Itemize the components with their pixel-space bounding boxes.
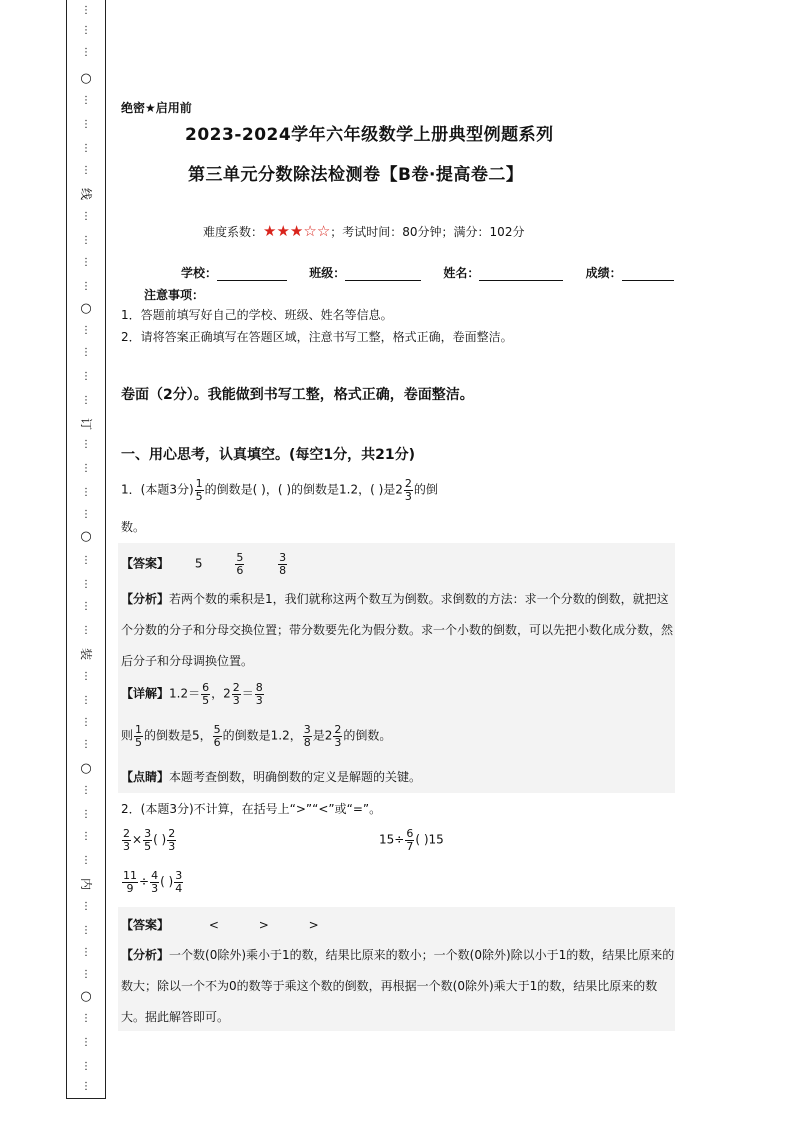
binding-dots: ⋮ <box>81 855 91 866</box>
binding-dots: ⋮ <box>81 671 91 682</box>
star-empty-icon: ☆ <box>316 222 331 240</box>
class-field[interactable] <box>345 268 421 281</box>
binding-label-nei: 内 <box>79 877 93 890</box>
answer-label: 【答案】 <box>121 556 170 571</box>
binding-circle: ○ <box>80 71 92 86</box>
note-item: 2．请将答案正确填写在答题区域，注意书写工整，格式正确，卷面整洁。 <box>121 330 513 344</box>
binding-label-zhuang: 装 <box>79 647 93 660</box>
secret-label: 绝密★启用前 <box>121 101 192 115</box>
binding-dots: ⋮ <box>81 969 91 980</box>
binding-dots: ⋮ <box>81 371 91 382</box>
binding-dots: ⋮ <box>81 555 91 566</box>
binding-dots: ⋮ <box>81 119 91 130</box>
question-2-expr-2: 15÷ $\frac{6}{7}$ ( )15 <box>379 827 444 853</box>
binding-dots: ⋮ <box>81 1081 91 1092</box>
star-empty-icon: ☆ <box>303 222 317 240</box>
answer-value: > <box>258 918 269 932</box>
binding-dots: ⋮ <box>81 165 91 176</box>
class-label: 班级： <box>309 266 346 280</box>
question-1-prefix: 1．(本题3分) <box>121 482 194 497</box>
answer-blank[interactable]: ( )15 <box>415 832 444 847</box>
school-label: 学校： <box>181 266 218 280</box>
binding-dots: ⋮ <box>81 395 91 406</box>
question-2-expr-3: $\frac{11}{9}$ ÷ $\frac{4}{3}$ ( ) $\frac{3}{4}$ <box>123 869 183 895</box>
star-filled-icon: ★ <box>289 222 304 240</box>
question-2-expr-1: $\frac{2}{3}$ × $\frac{3}{5}$ ( ) $\frac{2}{3}$ <box>123 827 176 853</box>
binding-dots: ⋮ <box>81 509 91 520</box>
binding-dots: ⋮ <box>81 1013 91 1024</box>
binding-dots: ⋮ <box>81 347 91 358</box>
answer-value: $\frac{5}{6}$ <box>236 551 244 577</box>
binding-dots: ⋮ <box>81 47 91 58</box>
binding-dots: ⋮ <box>81 235 91 246</box>
binding-circle: ○ <box>80 761 92 776</box>
question-1-text-end: 的倒 <box>413 482 438 497</box>
score-label: 成绩： <box>585 266 622 280</box>
section-1-title: 一、用心思考，认真填空。(每空1分，共21分) <box>121 447 416 463</box>
question-1-line-2: 数。 <box>121 520 146 534</box>
question-1-text: 的倒数是( )，( )的倒数是1.2，( )是2 <box>204 482 403 497</box>
binding-dots: ⋮ <box>81 809 91 820</box>
answer-blank[interactable]: ( ) <box>160 874 174 889</box>
fraction: $\frac{1}{5}$ <box>195 477 203 503</box>
binding-dots: ⋮ <box>81 439 91 450</box>
binding-dots: ⋮ <box>81 257 91 268</box>
binding-margin <box>66 0 106 1099</box>
binding-dots: ⋮ <box>81 601 91 612</box>
binding-dots: ⋮ <box>81 487 91 498</box>
answer-value: $\frac{3}{8}$ <box>279 551 287 577</box>
question-2-analysis: 【分析】一个数(0除外)乘小于1的数，结果比原来的数小；一个数(0除外)除以小于1的数，结果比原来的数大；除以一个不为0的数等于乘这个数的倒数，再根据一个数(0除外)乘大于1的数，结果比原来的数大。据此解答即可。 <box>121 948 675 1024</box>
binding-dots: ⋮ <box>81 739 91 750</box>
star-filled-icon: ★ <box>263 222 277 240</box>
binding-label-xian: 线 <box>79 187 93 200</box>
binding-dots: ⋮ <box>81 1037 91 1048</box>
binding-dots: ⋮ <box>81 211 91 222</box>
answer-value: 5 <box>194 556 203 571</box>
student-info-row <box>181 264 674 281</box>
name-label: 姓名： <box>443 266 480 280</box>
binding-label-ding: 订 <box>79 417 93 430</box>
question-2: 2．(本题3分)不计算，在括号上“>”“<”或“=”。 <box>121 802 382 816</box>
binding-dots: ⋮ <box>81 925 91 936</box>
binding-dots: ⋮ <box>81 831 91 842</box>
school-field[interactable] <box>217 268 287 281</box>
fraction: $\frac{2}{3}$ <box>404 477 412 503</box>
binding-dots: ⋮ <box>81 901 91 912</box>
binding-dots: ⋮ <box>81 95 91 106</box>
question-1-conclusion: 则 $\frac{1}{5}$ 的倒数是5， $\frac{5}{6}$ 的倒数是1.2， $\frac{3}{8}$ 是2 $\frac{2}{3}$ 的倒数。 <box>121 723 392 749</box>
binding-dots: ⋮ <box>81 463 91 474</box>
difficulty-stars <box>263 222 331 240</box>
binding-dots: ⋮ <box>81 5 91 16</box>
exam-meta <box>203 222 524 240</box>
star-filled-icon: ★ <box>276 222 290 240</box>
question-1-answer <box>121 552 288 576</box>
binding-dots: ⋮ <box>81 625 91 636</box>
question-2-answer: 【答案】 < > > <box>121 918 319 932</box>
exam-title: 2023-2024学年六年级数学上册典型例题系列 <box>185 125 554 145</box>
binding-circle: ○ <box>80 529 92 544</box>
binding-dots: ⋮ <box>81 25 91 36</box>
exam-subtitle: 第三单元分数除法检测卷【B卷·提高卷二】 <box>188 165 524 185</box>
binding-dots: ⋮ <box>81 143 91 154</box>
question-1 <box>121 478 438 502</box>
binding-dots: ⋮ <box>81 325 91 336</box>
answer-blank[interactable]: ( ) <box>153 832 167 847</box>
binding-dots: ⋮ <box>81 1061 91 1072</box>
notes-title: 注意事项： <box>144 288 205 302</box>
binding-dots: ⋮ <box>81 785 91 796</box>
difficulty-label: 难度系数： <box>203 225 264 239</box>
answer-value: > <box>308 918 319 932</box>
question-1-detail: 【详解】1.2＝ $\frac{6}{5}$ ，2 $\frac{2}{3}$ ＝ $\frac{8}{3}$ <box>121 681 263 707</box>
binding-dots: ⋮ <box>81 717 91 728</box>
name-field[interactable] <box>479 268 563 281</box>
binding-circle: ○ <box>80 301 92 316</box>
binding-dots: ⋮ <box>81 695 91 706</box>
question-1-point: 【点睛】本题考查倒数，明确倒数的定义是解题的关键。 <box>121 770 422 784</box>
score-field[interactable] <box>622 268 674 281</box>
binding-dots: ⋮ <box>81 947 91 958</box>
binding-dots: ⋮ <box>81 579 91 590</box>
answer-value: < <box>208 918 219 932</box>
exam-info: ；考试时间：80分钟；满分：102分 <box>330 225 525 239</box>
note-item: 1．答题前填写好自己的学校、班级、姓名等信息。 <box>121 308 393 322</box>
binding-dots: ⋮ <box>81 281 91 292</box>
binding-circle: ○ <box>80 989 92 1004</box>
question-1-analysis: 【分析】若两个数的乘积是1，我们就称这两个数互为倒数。求倒数的方法：求一个分数的倒数，就把这个分数的分子和分母交换位置；带分数要先化为假分数。求一个小数的倒数，可以先把小数化成分数，然后分子和分母调换位置。 <box>121 592 674 668</box>
neatness-statement: 卷面（2分）。我能做到书写工整，格式正确，卷面整洁。 <box>121 387 474 403</box>
